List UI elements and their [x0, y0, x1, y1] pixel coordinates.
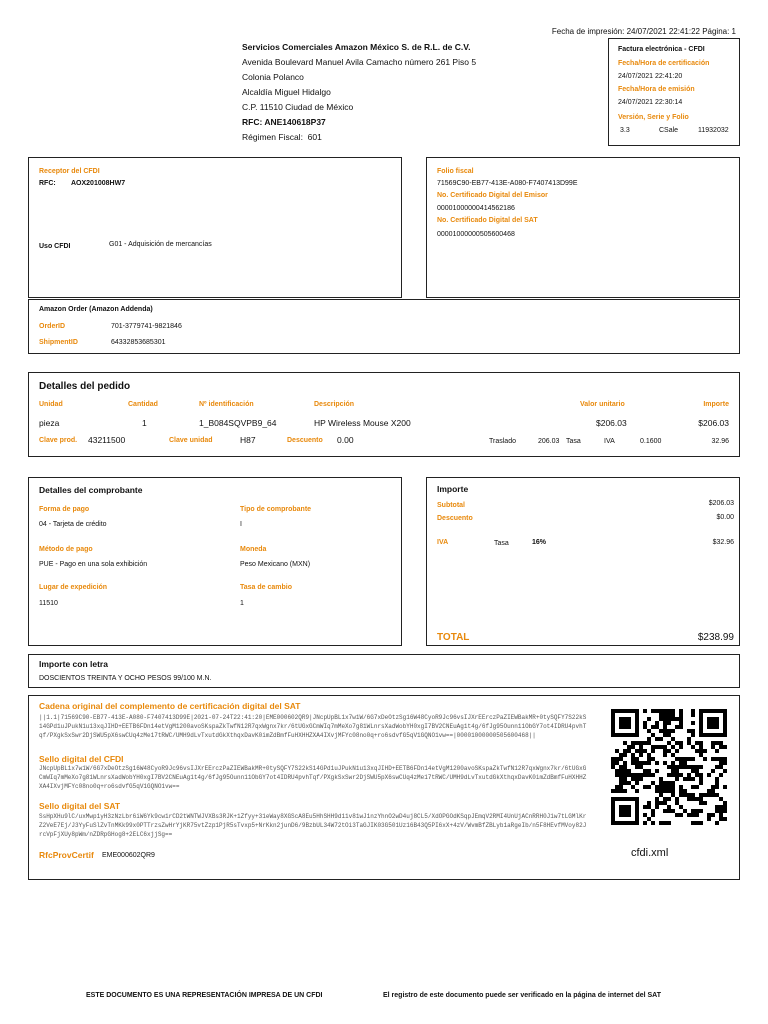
- metodo-value: PUE - Pago en una sola exhibición: [39, 561, 148, 568]
- descuento-total-label: Descuento: [437, 515, 473, 522]
- descuento-value: 0.00: [337, 435, 354, 445]
- receptor-title: Receptor del CFDI: [39, 168, 100, 175]
- traslado-tasa: Tasa: [566, 438, 581, 445]
- row-descripcion: HP Wireless Mouse X200: [314, 418, 411, 428]
- col-identificacion: Nº identificación: [199, 401, 254, 408]
- traslado-base: 206.03: [538, 438, 560, 445]
- uso-cfdi-value: G01 - Adquisición de mercancías: [109, 241, 212, 248]
- emit-date-value: 24/07/2021 22:30:14: [618, 99, 683, 106]
- clave-unidad-value: H87: [240, 435, 256, 445]
- importe-title: Importe: [437, 484, 469, 494]
- footer-left: ESTE DOCUMENTO ES UNA REPRESENTACIÓN IMPRESA DE UN CFDI: [86, 992, 323, 999]
- metodo-label: Método de pago: [39, 546, 93, 553]
- cert-emisor-value: 00001000000414562186: [437, 205, 515, 212]
- issuer-name: Servicios Comerciales Amazon México S. de R.L. de C.V.: [242, 42, 471, 52]
- traslado-tax: 32.96: [711, 438, 729, 445]
- tasa-cambio-label: Tasa de cambio: [240, 584, 293, 591]
- folio-value: 11932032: [698, 127, 729, 134]
- forma-pago-label: Forma de pago: [39, 506, 90, 513]
- col-unidad: Unidad: [39, 401, 63, 408]
- folio-fiscal-label: Folio fiscal: [437, 168, 474, 175]
- cert-sat-label: No. Certificado Digital del SAT: [437, 217, 538, 224]
- print-info: Fecha de impresión: 24/07/2021 22:41:22 Página: 1: [551, 27, 736, 36]
- receptor-rfc-value: AOX201008HW7: [71, 180, 126, 187]
- cadena-text: ||1.1|71569C90-EB77-413E-A080-F7407413D99E|2021-07-24T22:41:20|EME000602QR9|JNcpUpBL1x7w1W/6G7xDeOtzSg16W48CyoR9Jc96vsIJXrEErczPaZIEWBakMR+0tySQFY7S22kS14GPd1uJPukN1u13xqJIHD+EETB6FDn14etVgM1200avoSKspaZkTwfN12R7qxWgnx7kr/6tUGxGCmWIq7mMeXo7g81WLnrsXadWobYH0xgI7BV2CNEuAg1t4g/6fJg95Ounn11ObGY7ot4IDRU4pvhTqf/PXgkSxSwr2DjSWU5pX6swCUq4zMe17tRWC/UMH9dLvTxutdGkXthqxDavK0imZdBmfFuHXHHZXA4IXvjMFYc08no0q+ro6sdvfG5qV1GQNO1vw==|00001000000505600468||: [39, 714, 587, 739]
- importe-letra-box: [28, 654, 740, 688]
- emit-date-label: Fecha/Hora de emisión: [618, 86, 695, 93]
- sello-cfdi-title: Sello digital del CFDI: [39, 754, 124, 764]
- cfdi-xml-label: cfdi.xml: [631, 847, 669, 859]
- importe-letra-value: DOSCIENTOS TREINTA Y OCHO PESOS 99/100 M.N.: [39, 675, 212, 682]
- forma-pago-value: 04 - Tarjeta de crédito: [39, 521, 107, 528]
- rfc-prov-label: RfcProvCertif: [39, 850, 94, 860]
- comprobante-box: [28, 477, 402, 646]
- traslado-label: Traslado: [489, 438, 516, 445]
- receptor-box: [28, 157, 402, 298]
- order-details-title: Detalles del pedido: [39, 381, 131, 392]
- version-value: 3.3: [620, 127, 630, 134]
- row-valor-unitario: $206.03: [596, 418, 627, 428]
- issuer-address4: C.P. 11510 Ciudad de México: [242, 102, 354, 112]
- fiscal-box: [426, 157, 740, 298]
- sello-sat-title: Sello digital del SAT: [39, 801, 121, 811]
- col-valor-unitario: Valor unitario: [580, 401, 625, 408]
- traslado-rate: 0.1600: [640, 438, 662, 445]
- lugar-label: Lugar de expedición: [39, 584, 108, 591]
- regimen-label: Régimen Fiscal:: [242, 132, 303, 142]
- lugar-value: 11510: [39, 600, 58, 607]
- cert-date-label: Fecha/Hora de certificación: [618, 60, 710, 67]
- footer-right: El registro de este documento puede ser verificado en la página de internet del SAT: [383, 992, 661, 999]
- receptor-rfc-label: RFC:: [39, 180, 56, 187]
- importe-letra-title: Importe con letra: [39, 659, 108, 669]
- tipo-label: Tipo de comprobante: [240, 506, 312, 513]
- clave-prod-value: 43211500: [88, 435, 126, 445]
- issuer-address1: Avenida Boulevard Manuel Avila Camacho número 261 Piso 5: [242, 57, 477, 67]
- tipo-value: I: [240, 521, 242, 528]
- cert-emisor-label: No. Certificado Digital del Emisor: [437, 192, 548, 199]
- order-details-box: [28, 372, 740, 457]
- cert-date-value: 24/07/2021 22:41:20: [618, 73, 683, 80]
- order-id-label: OrderID: [39, 323, 66, 330]
- amazon-order-title: Amazon Order (Amazon Addenda): [39, 306, 153, 313]
- moneda-label: Moneda: [240, 546, 267, 553]
- order-id-value: 701-3779741-9821846: [111, 323, 182, 330]
- row-cantidad: 1: [142, 418, 147, 428]
- moneda-value: Peso Mexicano (MXN): [240, 561, 311, 568]
- issuer-regimen: [242, 130, 476, 145]
- row-importe: $206.03: [698, 418, 729, 428]
- serie-value: CSale: [659, 127, 679, 134]
- qr-code-icon: [611, 708, 727, 826]
- col-cantidad: Cantidad: [128, 401, 158, 408]
- row-unidad: pieza: [39, 418, 60, 428]
- col-importe: Importe: [703, 401, 729, 408]
- issuer-address2: Colonia Polanco: [242, 72, 304, 82]
- shipment-id-label: ShipmentID: [39, 339, 78, 346]
- iva-label: IVA: [437, 539, 449, 546]
- cadena-title: Cadena original del complemento de certificación digital del SAT: [39, 701, 301, 711]
- regimen-value: 601: [307, 132, 322, 142]
- uso-cfdi-label: Uso CFDI: [39, 243, 71, 250]
- shipment-id-value: 64332853685301: [111, 339, 166, 346]
- traslado-iva: IVA: [604, 438, 615, 445]
- col-descripcion: Descripción: [314, 401, 355, 408]
- row-identificacion: 1_B084SQVPB9_64: [199, 418, 277, 428]
- cert-sat-value: 00001000000505600468: [437, 231, 515, 238]
- total-value: $238.99: [697, 632, 734, 643]
- total-label: TOTAL: [437, 632, 470, 643]
- issuer-block: [242, 40, 476, 145]
- issuer-rfc: RFC: ANE140618P37: [242, 117, 326, 127]
- version-label: Versión, Serie y Folio: [618, 114, 689, 121]
- iva-value: $32.96: [712, 539, 734, 546]
- clave-prod-label: Clave prod.: [39, 437, 78, 444]
- descuento-total-value: $0.00: [716, 514, 734, 521]
- iva-tasa-label: Tasa: [494, 540, 509, 547]
- iva-tasa-value: 16%: [532, 539, 547, 546]
- sat-box: [28, 695, 740, 880]
- rfc-prov-value: EME000602QR9: [102, 852, 155, 859]
- subtotal-label: Subtotal: [437, 502, 465, 509]
- sello-sat-text: SsHpXHu9lC/uxMwp1yH3zNzLbr6iW6Yk9cw1rCD2tWNTWJVXBs3RJK+1Zfyy+31eWay8XGScA8Eu5HhSHH9d11v81wJ1nzYhnO2wD4uj8CL5/XdOPGOdKSqpJEmqV2RMI4UnUjACnRRH0J1w7tLGMlKrZ2VeE7Ej/J3YyFuSlZvTnMKk99x0PTTrzsZwHrYjKR75vtZzp1PjR5sTvxp5+NrKkn2junD6/9BzbUL34W72tOi3TaGJIK03G501Uz16B43Q5PI6xX+4zV/WvmBfZBLyb1aRgeIb/n5F8HEvfMVoy82JrcVpFjXUy8pWm/nZDRpGHog8+2ELC6xjjSg==: [39, 813, 587, 838]
- importe-box: [426, 477, 740, 646]
- tasa-cambio-value: 1: [240, 600, 244, 607]
- clave-unidad-label: Clave unidad: [169, 437, 213, 444]
- invoice-box: [608, 38, 740, 146]
- subtotal-value: $206.03: [708, 500, 734, 507]
- comprobante-title: Detalles del comprobante: [39, 485, 143, 495]
- sello-cfdi-text: JNcpUpBL1x7w1W/6G7xDeOtzSg16W48CyoR9Jc96vsIJXrEErczPaZIEWBakMR+0tySQFY7S22kS14GPd1uJPukN1u13xqJIHD+EETB6FDn14etVgM1200avoSKspaZkTwfN12R7qxWgnx7kr/6tUGxGCmWIq7mMeXo7g81WLnrsXadWobYH0xgI7BV2CNEuAg1t4g/6fJg95Ounn11ObGY7ot4IDRU4pvhTqf/PXgkSxSwr2DjSWU5pX6swCUq4zMe17tRWC/UMH9dLvTxutdGkXthqxDavK0imZdBmfFuHXHHZXA4IXvjMFYc08no0q+ro6sdvfG5qV1GQNO1vw==: [39, 765, 587, 790]
- descuento-label: Descuento: [287, 437, 323, 444]
- issuer-address3: Alcaldía Miguel Hidalgo: [242, 87, 331, 97]
- folio-fiscal-value: 71569C90-EB77-413E-A080-F7407413D99E: [437, 180, 578, 187]
- invoice-title: Factura electrónica - CFDI: [618, 46, 705, 53]
- amazon-order-box: [28, 299, 740, 354]
